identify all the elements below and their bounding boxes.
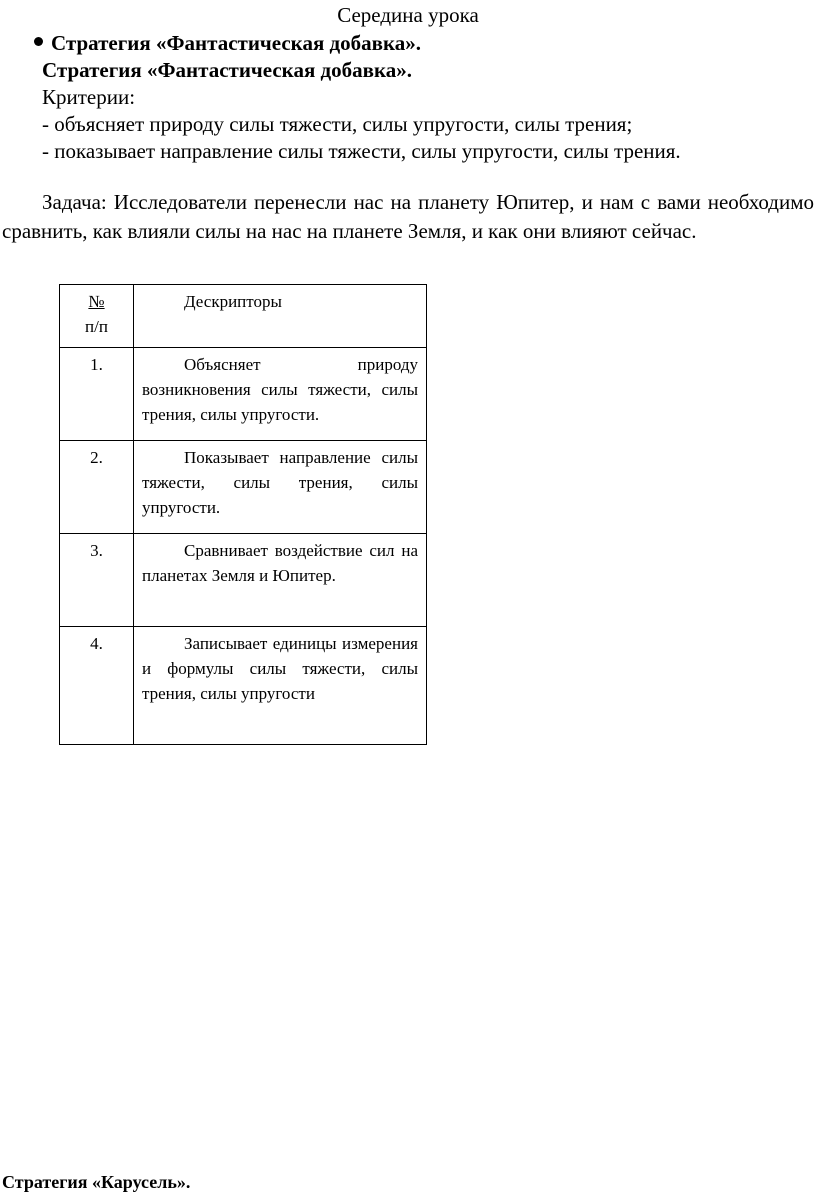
num-header-abbr: п/п: [85, 317, 108, 336]
num-header-symbol: №: [88, 292, 105, 311]
table-row: [60, 627, 427, 745]
table-row: [60, 534, 427, 627]
descriptors-table: [59, 284, 427, 745]
row-descriptor: Сравнивает воздействие сил на планетах Земля и Юпитер.: [134, 534, 427, 627]
criteria-label: Критерии:: [42, 85, 136, 109]
row-number: 1.: [60, 348, 134, 441]
criteria-item: - объясняет природу силы тяжести, силы упругости, силы трения;: [42, 112, 633, 136]
page-title: Середина урока: [337, 3, 479, 27]
task-paragraph: Задача: Исследователи перенесли нас на планету Юпитер, и нам с вами необходимо сравнить, как влияли силы на нас на планете Земля, и как они влияют сейчас.: [2, 190, 814, 243]
row-descriptor: Объясняет природу возникновения силы тяжести, силы трения, силы упругости.: [134, 348, 427, 441]
next-strategy-heading: Стратегия «Карусель».: [2, 1172, 191, 1192]
row-descriptor: Показывает направление силы тяжести, силы трения, силы упругости.: [134, 441, 427, 534]
bullet-icon: [34, 37, 43, 46]
strategy-heading: Стратегия «Фантастическая добавка».: [42, 58, 413, 82]
row-descriptor: Записывает единицы измерения и формулы силы тяжести, силы трения, силы упругости: [134, 627, 427, 745]
table-row: [60, 441, 427, 534]
table-row: [60, 348, 427, 441]
bullet-strategy: [34, 30, 421, 56]
bullet-strategy-text: Стратегия «Фантастическая добавка».: [51, 31, 422, 55]
table-header-row: [60, 285, 427, 348]
descriptors-header-cell: Дескрипторы: [134, 285, 427, 348]
row-number: 2.: [60, 441, 134, 534]
criteria-item: - показывает направление силы тяжести, силы упругости, силы трения.: [42, 139, 681, 163]
num-header-cell: [60, 285, 134, 348]
row-number: 3.: [60, 534, 134, 627]
row-number: 4.: [60, 627, 134, 745]
